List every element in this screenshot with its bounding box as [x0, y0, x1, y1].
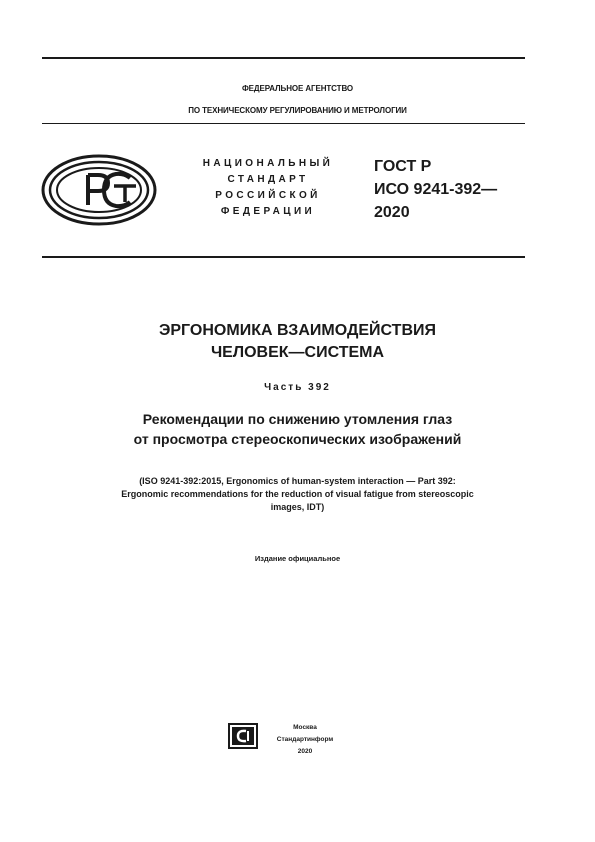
national-standard-line: НАЦИОНАЛЬНЫЙ: [202, 158, 334, 169]
designation-line-3: 2020: [374, 204, 410, 221]
standard-designation: [374, 155, 497, 224]
original-reference-line-2: Ergonomic recommendations for the reduction of visual fatigue from stereoscopic: [121, 489, 474, 499]
title-line-1: ЭРГОНОМИКА ВЗАИМОДЕЙСТВИЯ: [159, 322, 436, 339]
standartinform-logo-icon: [228, 723, 258, 749]
official-edition-label: Издание официальное: [254, 554, 341, 563]
national-standard-block: [168, 156, 368, 220]
part-number: Часть 392: [264, 382, 331, 393]
original-reference-line-3: images, IDT): [270, 502, 325, 512]
publisher-year: 2020: [297, 748, 313, 755]
bottom-rule: [42, 256, 525, 258]
publisher-city: Москва: [293, 724, 317, 731]
publisher-name: Стандартинформ: [276, 736, 334, 743]
top-rule: [42, 57, 525, 59]
designation-line-2: ИСО 9241-392—: [374, 181, 498, 198]
middle-rule: [42, 123, 525, 124]
title-line-2: ЧЕЛОВЕК—СИСТЕМА: [210, 344, 385, 361]
subtitle-line-1: Рекомендации по снижению утомления глаз: [142, 411, 453, 427]
agency-line-2: ПО ТЕХНИЧЕСКОМУ РЕГУЛИРОВАНИЮ И МЕТРОЛОГИИ: [188, 106, 407, 115]
national-standard-line: РОССИЙСКОЙ: [215, 190, 321, 201]
rst-certification-logo-icon: [40, 153, 158, 227]
national-standard-line: СТАНДАРТ: [227, 174, 309, 185]
publisher-block: [270, 722, 340, 758]
designation-line-1: ГОСТ Р: [374, 158, 432, 175]
original-reference-line-1: (ISO 9241-392:2015, Ergonomics of human-system interaction — Part 392:: [139, 476, 456, 486]
national-standard-line: ФЕДЕРАЦИИ: [220, 206, 316, 217]
agency-line-1: ФЕДЕРАЛЬНОЕ АГЕНТСТВО: [241, 84, 354, 93]
subtitle-line-2: от просмотра стереоскопических изображений: [133, 431, 462, 447]
